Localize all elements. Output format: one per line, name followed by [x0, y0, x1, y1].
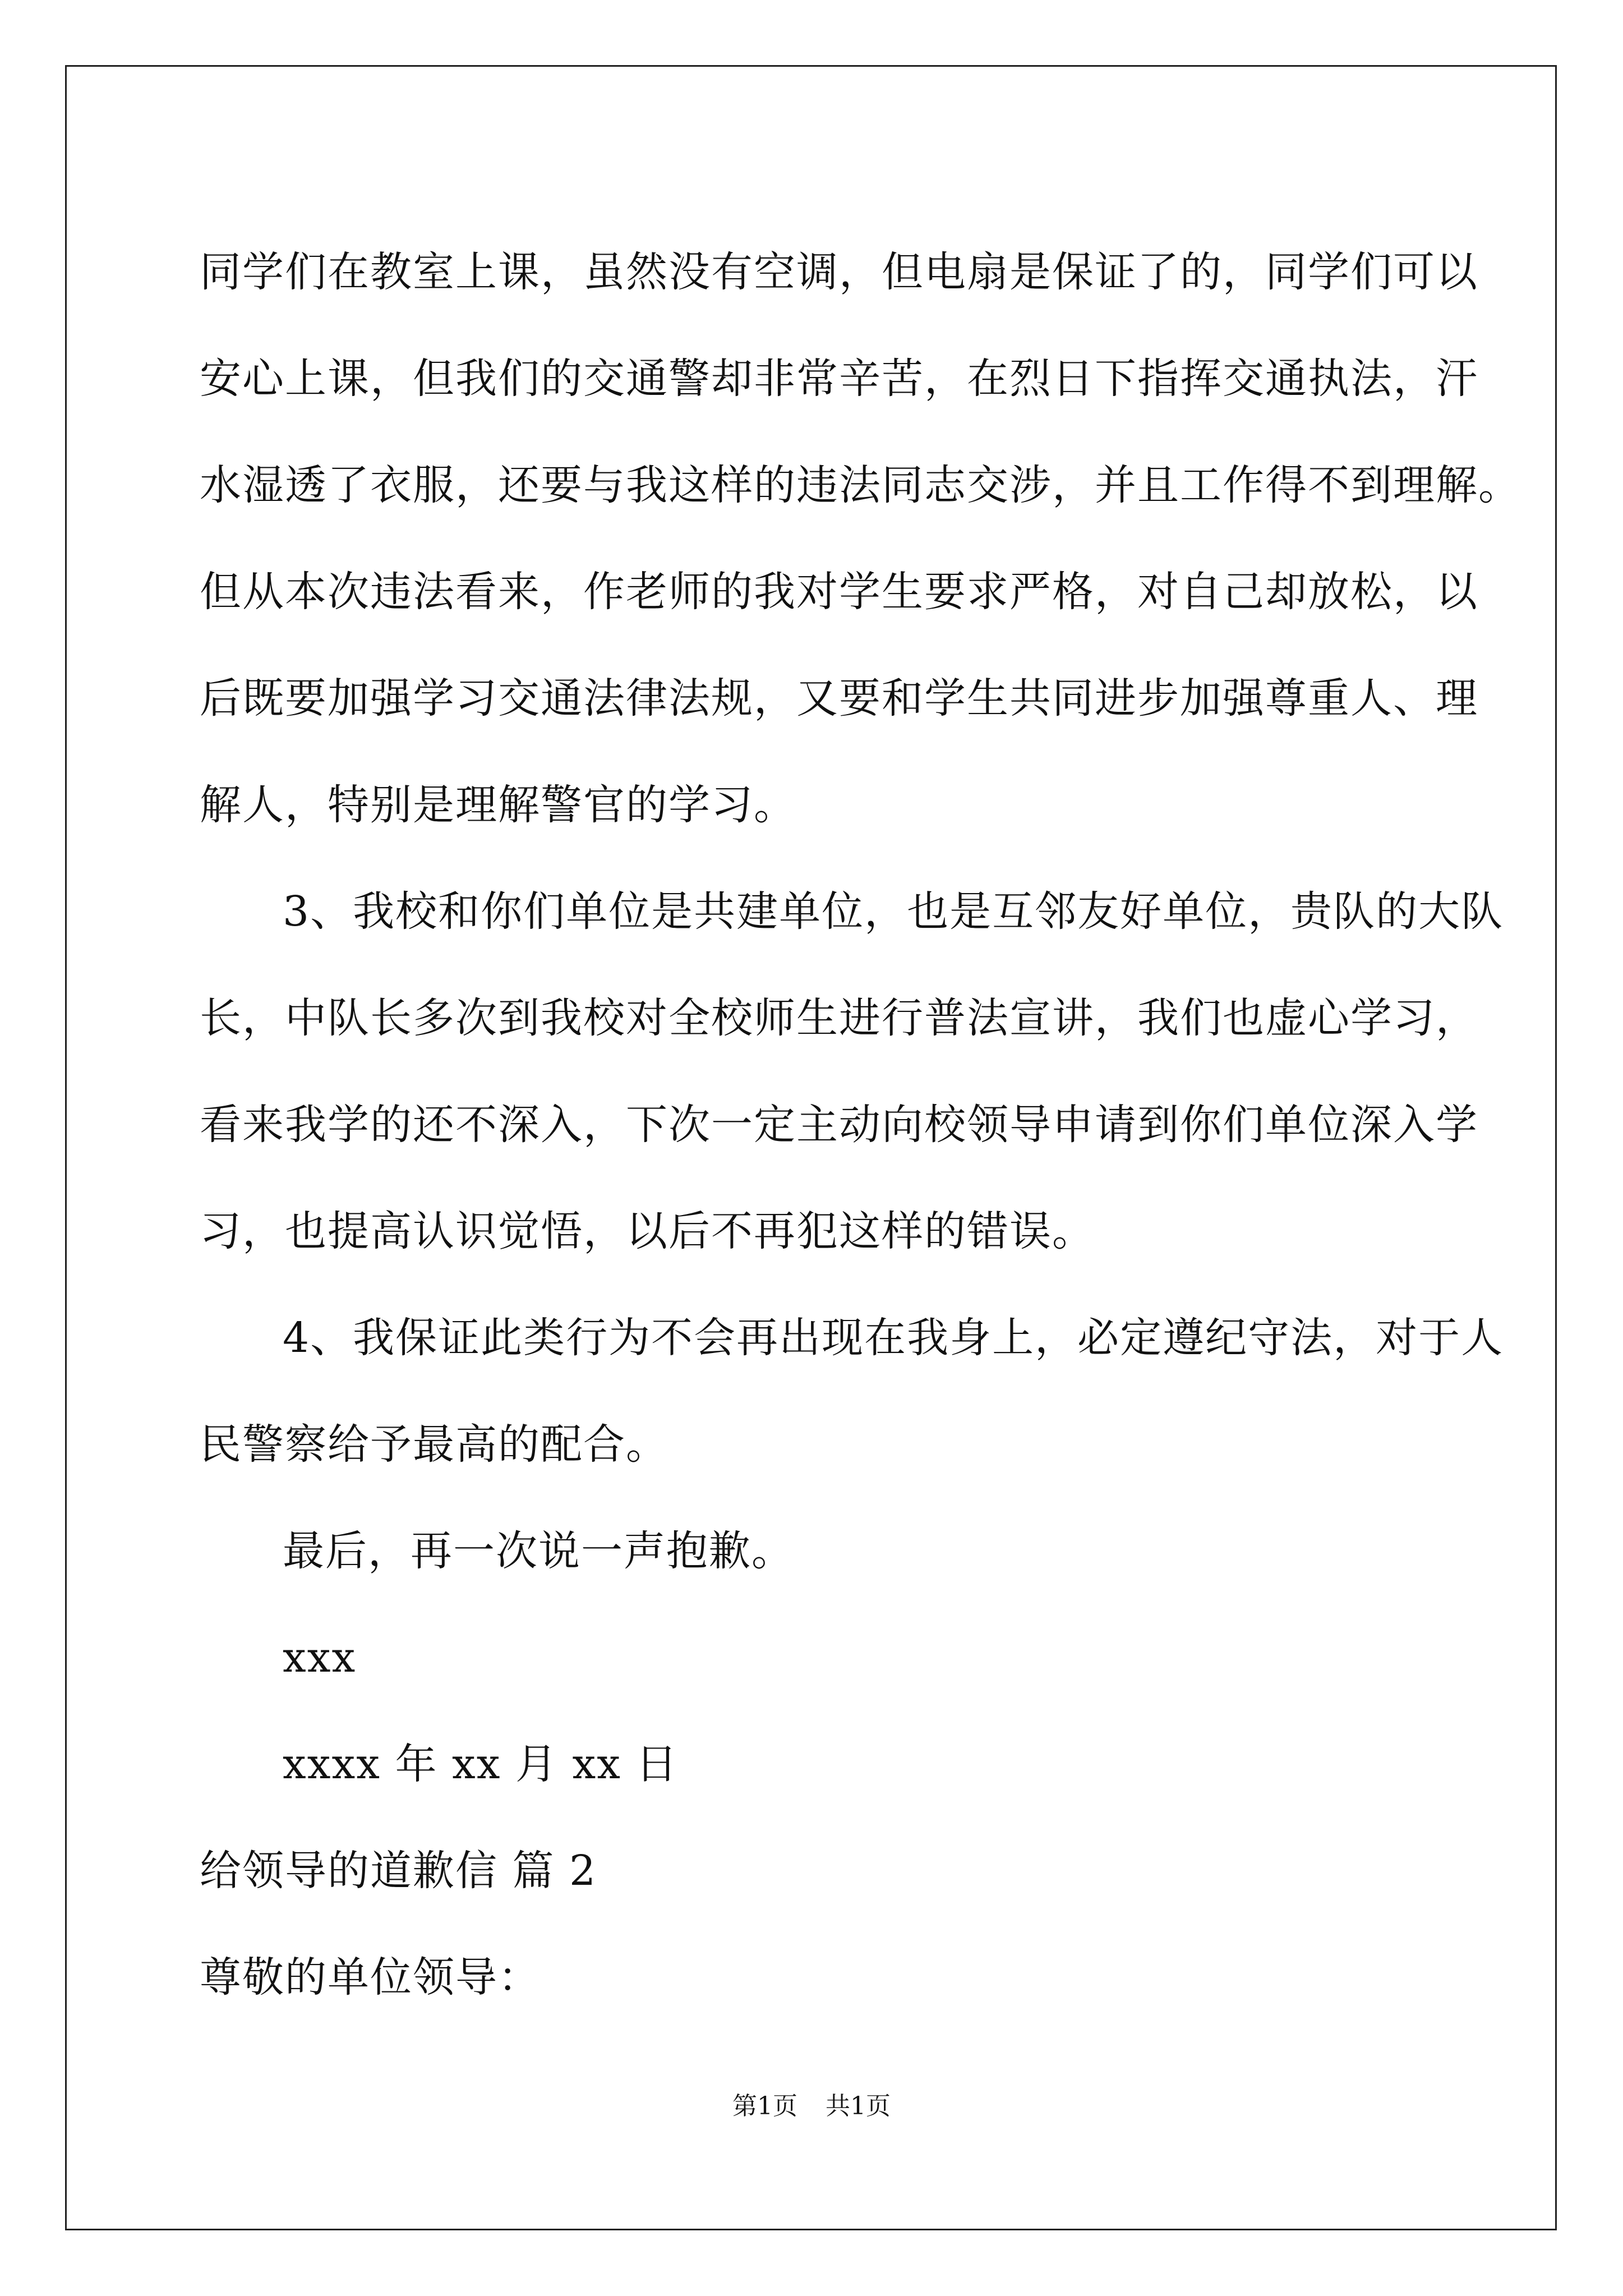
section-heading: 给领导的道歉信 篇 2	[200, 1847, 597, 1895]
paragraph-line: 安心上课，但我们的交通警却非常辛苦，在烈日下指挥交通执法，汗	[200, 355, 1478, 403]
document-body	[200, 219, 1521, 2031]
paragraph-line: 水湿透了衣服，还要与我这样的违法同志交涉，并且工作得不到理解。	[200, 461, 1521, 509]
paragraph-line: 同学们在教室上课，虽然没有空调，但电扇是保证了的，同学们可以	[200, 248, 1478, 296]
salutation: 尊敬的单位领导：	[200, 1953, 541, 2001]
page-footer	[0, 2090, 1623, 2123]
page-total: 共1页	[826, 2092, 891, 2120]
paragraph-line: 长，中队长多次到我校对全校师生进行普法宣讲，我们也虚心学习，	[200, 994, 1478, 1042]
page-number: 第1页	[732, 2092, 797, 2120]
signature: xxx	[283, 1634, 357, 1682]
paragraph-line: 解人，特别是理解警官的学习。	[200, 781, 796, 829]
paragraph-line: 3、我校和你们单位是共建单位，也是互邻友好单位，贵队的大队	[283, 887, 1504, 936]
paragraph-line: 后既要加强学习交通法律法规，又要和学生共同进步加强尊重人、理	[200, 674, 1478, 723]
date-line: xxxx 年 xx 月 xx 日	[283, 1740, 679, 1788]
closing-line: 最后，再一次说一声抱歉。	[283, 1527, 794, 1575]
paragraph-line: 民警察给予最高的配合。	[200, 1420, 668, 1469]
paragraph-line: 4、我保证此类行为不会再出现在我身上，必定遵纪守法，对于人	[283, 1314, 1504, 1362]
paragraph-line: 习，也提高认识觉悟，以后不再犯这样的错误。	[200, 1207, 1095, 1255]
paragraph-line: 看来我学的还不深入，下次一定主动向校领导申请到你们单位深入学	[200, 1101, 1478, 1149]
paragraph-line: 但从本次违法看来，作老师的我对学生要求严格，对自己却放松，以	[200, 568, 1478, 616]
